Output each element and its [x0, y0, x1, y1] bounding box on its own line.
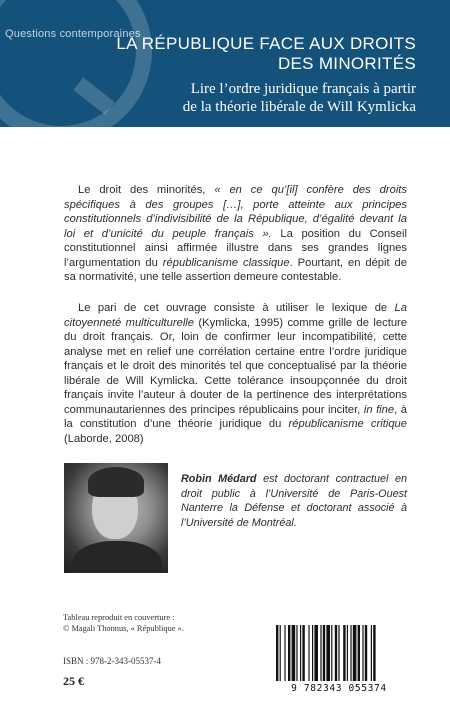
barcode-digits: 9 782343 055374: [291, 683, 387, 694]
book-title-line-2: DES MINORITÉS: [277, 54, 416, 73]
summary-paragraph-2: [64, 301, 407, 446]
paragraph-2-text-g: (Laborde, 2008): [64, 432, 144, 445]
paragraph-1-text-a: Le droit des minorités,: [78, 184, 215, 196]
paragraph-2-term: républicanisme critique: [288, 418, 407, 430]
barcode: [270, 621, 408, 697]
paragraph-1-quote: « en ce qu’[il] confère des droits spécifiques à des groupes […], porte atteinte aux principes constitutionnels d’indivisibilité de la République, d’égalité devant la loi et d’unicité du peuple français ».: [64, 184, 408, 240]
author-bio: [181, 472, 407, 530]
barcode-bars-icon: [276, 625, 402, 681]
cover-credit-line-1: Tableau reproduit en couverture :: [63, 613, 175, 622]
book-subtitle: [56, 80, 416, 116]
isbn: ISBN : 978-2-343-05537-4: [63, 656, 161, 666]
paragraph-2-book-title: La citoyenneté multiculturelle: [64, 302, 407, 329]
paragraph-2-latin: in fine: [363, 403, 395, 416]
paragraph-2-text-a: Le pari de cet ouvrage consiste à utiliser le lexique de: [78, 302, 395, 314]
paragraph-1-term: républicanisme classique: [162, 256, 290, 269]
cover-credit-line-2: © Magali Thonnus, « République ».: [63, 624, 184, 633]
price: 25 €: [63, 674, 84, 688]
book-title-line-1: LA RÉPUBLIQUE FACE AUX DROITS: [116, 34, 416, 53]
paragraph-2-text-c: (Kymlicka, 1995) comme grille de lecture du droit français. Or, loin de confirmer leur incompatibilité, cette analyse met en relief une corrélation certaine entre l’ordre juridique français et le droit des minorités tel que conceptualisé par la théorie libérale de Will Kymlicka. Cette tolérance insoupçonnée du droit français invite l’auteur à douter de la pertinence des interprétations communautariennes des principes républicains pour inciter,: [64, 316, 407, 416]
book-subtitle-line-1: Lire l’ordre juridique français à partir: [190, 81, 416, 97]
series-name: Questions contemporaines: [5, 28, 141, 40]
paragraph-1-text-c: La position du Conseil constitutionnel ainsi affirmée illustre dans ses grandes lignes l’argumentation du: [64, 227, 407, 269]
author-bio-text: est doctorant contractuel en droit public à l’Université de Paris-Ouest Nanterre la Défense et doctorant associé à l’Université de Montréal.: [181, 473, 407, 529]
author-photo: [64, 463, 168, 573]
book-title: [86, 34, 416, 74]
cover-credit: [63, 612, 283, 634]
paragraph-2-text-e: , à la constitution d’une théorie juridique du: [64, 403, 407, 430]
author-name: Robin Médard: [181, 473, 257, 485]
book-subtitle-line-2: de la théorie libérale de Will Kymlicka: [182, 99, 416, 115]
paragraph-1-text-e: . Pourtant, en dépit de sa normativité, une telle assertion demeure contestable.: [64, 256, 407, 283]
cover-header-band: [0, 0, 450, 127]
summary-paragraph-1: [64, 183, 407, 285]
